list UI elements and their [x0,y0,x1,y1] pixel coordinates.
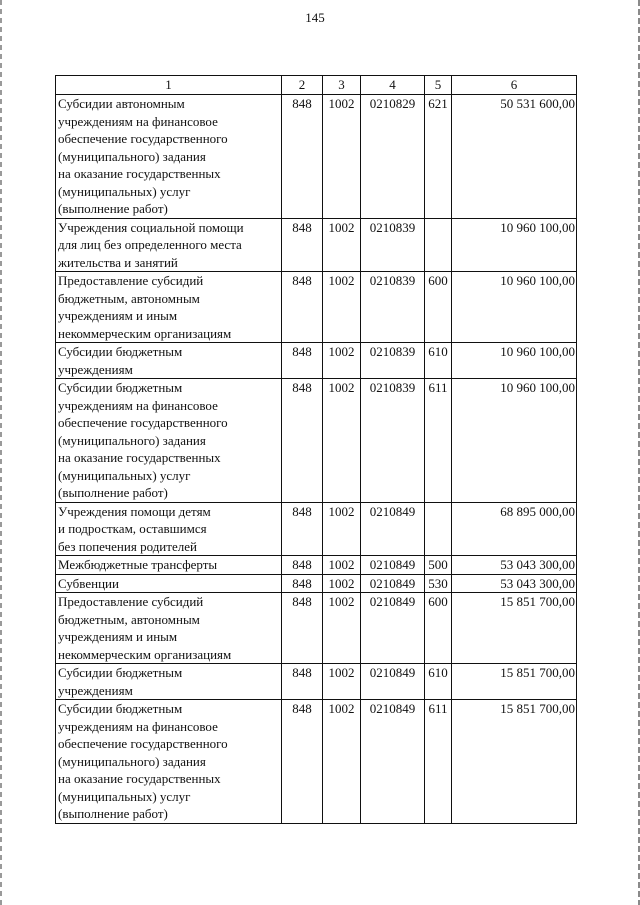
page-number: 145 [305,10,325,25]
table-row [56,502,577,556]
table-row [56,574,577,593]
row-name-line: Субсидии бюджетным [58,665,183,680]
budget-table [55,75,577,824]
section-code-cell: 1002 [323,343,361,379]
row-name-line: учреждениям и иным [58,308,178,323]
amount-cell: 10 960 100,00 [452,218,577,272]
column-header-3: 3 [323,76,361,95]
expense-type-cell: 600 [425,593,452,664]
column-header-2: 2 [282,76,323,95]
column-header-1: 1 [56,76,282,95]
row-name-line: без попечения родителей [58,538,197,554]
amount-cell: 10 960 100,00 [452,343,577,379]
amount-cell: 10 960 100,00 [452,272,577,343]
column-header-6: 6 [452,76,577,95]
ministry-code-cell: 848 [282,95,323,219]
table-row [56,664,577,700]
row-name-line: на оказание государственных [58,771,221,786]
row-name-cell [56,343,282,379]
row-name-line: на оказание государственных [58,450,221,465]
row-name-line: и подросткам, оставшимся [58,521,207,536]
target-code-cell: 0210849 [361,574,425,593]
row-name-cell [56,95,282,219]
row-name-line: Предоставление субсидий [58,273,204,288]
expense-type-cell: 600 [425,272,452,343]
ministry-code-cell: 848 [282,664,323,700]
expense-type-cell: 621 [425,95,452,219]
target-code-cell: 0210849 [361,556,425,575]
row-name-line: бюджетным, автономным [58,290,200,306]
row-name-line: Субсидии бюджетным [58,380,183,395]
row-name-cell [56,218,282,272]
ministry-code-cell: 848 [282,593,323,664]
target-code-cell: 0210849 [361,593,425,664]
ministry-code-cell: 848 [282,556,323,575]
ministry-code-cell: 848 [282,218,323,272]
row-name-line: Субвенции [58,575,119,591]
expense-type-cell: 611 [425,379,452,503]
table-row [56,593,577,664]
ministry-code-cell: 848 [282,343,323,379]
amount-cell: 15 851 700,00 [452,700,577,824]
section-code-cell: 1002 [323,379,361,503]
row-name-line: обеспечение государственного [58,415,228,430]
section-code-cell: 1002 [323,272,361,343]
row-name-line: учреждениям на финансовое [58,113,218,129]
ministry-code-cell: 848 [282,272,323,343]
section-code-cell: 1002 [323,218,361,272]
scan-edge-left [0,0,2,905]
row-name-cell [56,700,282,824]
section-code-cell: 1002 [323,593,361,664]
expense-type-cell: 610 [425,343,452,379]
target-code-cell: 0210849 [361,502,425,556]
amount-cell: 15 851 700,00 [452,664,577,700]
table-row [56,218,577,272]
row-name-line: (муниципальных) услуг [58,788,191,804]
row-name-line: (муниципального) задания [58,148,206,164]
section-code-cell: 1002 [323,664,361,700]
row-name-line: (муниципальных) услуг [58,467,191,483]
row-name-line: учреждениям на финансовое [58,718,218,734]
ministry-code-cell: 848 [282,700,323,824]
row-name-line: (муниципального) задания [58,753,206,769]
expense-type-cell: 500 [425,556,452,575]
table-row [56,272,577,343]
section-code-cell: 1002 [323,700,361,824]
row-name-line: бюджетным, автономным [58,611,200,627]
table-row [56,700,577,824]
column-header-4: 4 [361,76,425,95]
table-row [56,95,577,219]
amount-cell: 53 043 300,00 [452,556,577,575]
row-name-cell [56,593,282,664]
table-row [56,556,577,575]
amount-cell: 50 531 600,00 [452,95,577,219]
row-name-line: учреждениям [58,682,133,698]
row-name-cell [56,272,282,343]
row-name-line: для лиц без определенного места [58,237,242,252]
row-name-line: Субсидии бюджетным [58,701,183,716]
amount-cell: 53 043 300,00 [452,574,577,593]
expense-type-cell: 611 [425,700,452,824]
row-name-line: учреждениям и иным [58,629,178,644]
target-code-cell: 0210829 [361,95,425,219]
row-name-line: Предоставление субсидий [58,594,204,609]
row-name-cell [56,502,282,556]
row-name-cell [56,664,282,700]
table-header-row [56,76,577,95]
row-name-line: Учреждения социальной помощи [58,219,244,235]
target-code-cell: 0210849 [361,664,425,700]
row-name-line: обеспечение государственного [58,736,228,751]
section-code-cell: 1002 [323,95,361,219]
table-row [56,379,577,503]
target-code-cell: 0210839 [361,218,425,272]
row-name-line: жительства и занятий [58,254,178,270]
table-row [56,343,577,379]
amount-cell: 68 895 000,00 [452,502,577,556]
section-code-cell: 1002 [323,574,361,593]
target-code-cell: 0210839 [361,272,425,343]
row-name-line: (муниципального) задания [58,432,206,448]
row-name-line: (выполнение работ) [58,806,168,821]
row-name-line: учреждениям на финансовое [58,397,218,413]
row-name-line: Субсидии автономным [58,96,185,111]
row-name-line: (муниципальных) услуг [58,183,191,199]
row-name-line: на оказание государственных [58,166,221,181]
target-code-cell: 0210839 [361,343,425,379]
row-name-line: (выполнение работ) [58,485,168,500]
column-header-5: 5 [425,76,452,95]
expense-type-cell: 610 [425,664,452,700]
row-name-line: некоммерческим организациям [58,646,232,662]
expense-type-cell: 530 [425,574,452,593]
ministry-code-cell: 848 [282,502,323,556]
row-name-line: некоммерческим организациям [58,325,232,341]
row-name-cell [56,379,282,503]
table-body [56,95,577,824]
amount-cell: 15 851 700,00 [452,593,577,664]
target-code-cell: 0210849 [361,700,425,824]
amount-cell: 10 960 100,00 [452,379,577,503]
target-code-cell: 0210839 [361,379,425,503]
row-name-cell [56,556,282,575]
row-name-line: учреждениям [58,361,133,377]
row-name-line: Учреждения помощи детям [58,503,211,519]
row-name-line: Субсидии бюджетным [58,344,183,359]
expense-type-cell [425,502,452,556]
ministry-code-cell: 848 [282,574,323,593]
ministry-code-cell: 848 [282,379,323,503]
section-code-cell: 1002 [323,502,361,556]
section-code-cell: 1002 [323,556,361,575]
row-name-cell [56,574,282,593]
row-name-line: (выполнение работ) [58,201,168,216]
row-name-line: Межбюджетные трансферты [58,557,218,572]
expense-type-cell [425,218,452,272]
row-name-line: обеспечение государственного [58,131,228,146]
